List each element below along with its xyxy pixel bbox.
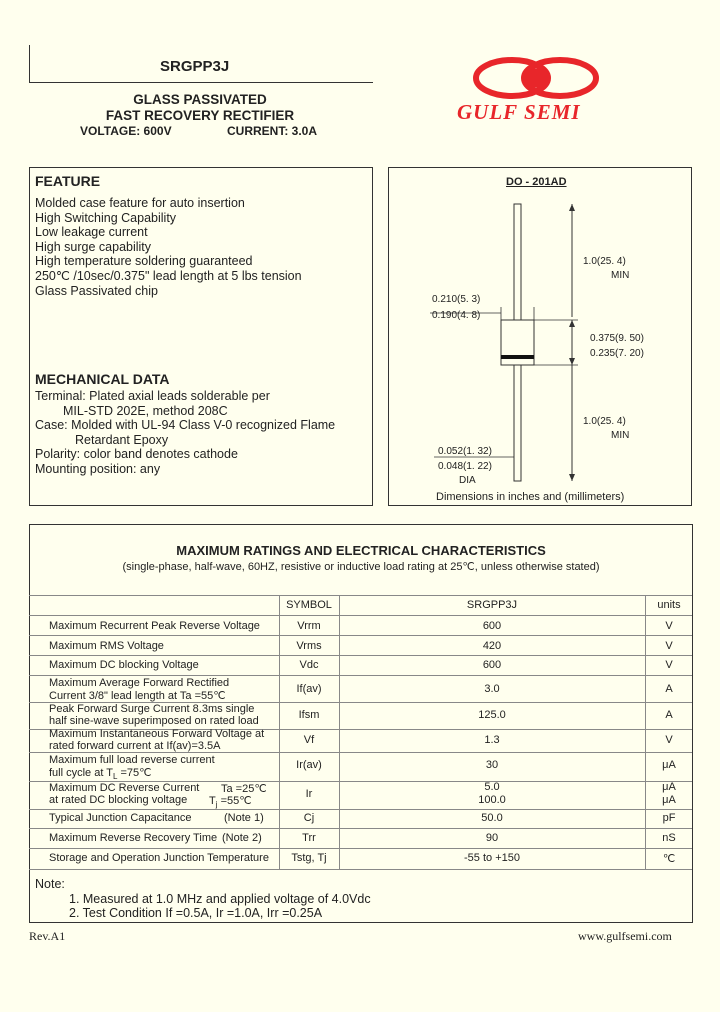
param-label: Maximum DC blocking Voltage (49, 659, 199, 671)
table-rule (29, 675, 692, 676)
symbol-cell: Vf (303, 734, 315, 746)
unit-cell: A (665, 683, 673, 695)
param-subscript: j (215, 800, 218, 810)
value-cell: 90 (485, 832, 499, 844)
unit-cell: V (665, 659, 673, 671)
unit-cell: μA (662, 759, 676, 771)
unit-cell: μA (662, 794, 676, 806)
lead-diameter-label: DIA (459, 475, 476, 486)
symbol-cell: Ifsm (298, 709, 320, 721)
value-cell: -55 to +150 (464, 852, 520, 864)
body-length-max: 0.375(9. 50) (590, 333, 644, 344)
value-cell: 100.0 (478, 794, 506, 806)
value-cell: 1.3 (484, 734, 500, 746)
diode-outline-drawing (388, 167, 692, 506)
table-column-rule (279, 595, 280, 869)
param-label: Maximum Reverse Recovery Time (49, 832, 218, 844)
ratings-title: MAXIMUM RATINGS AND ELECTRICAL CHARACTERISTICS (176, 543, 546, 558)
list-item: High surge capability (35, 239, 152, 254)
param-text: T (209, 795, 216, 807)
param-text: full cycle at T (49, 767, 113, 779)
unit-cell: pF (662, 812, 676, 824)
list-item: Retardant Epoxy (75, 432, 169, 447)
body-diameter-max: 0.210(5. 3) (432, 294, 481, 305)
symbol-cell: Vrms (296, 640, 322, 652)
column-header-units: units (657, 599, 681, 611)
table-rule (29, 752, 692, 753)
param-condition: (Note 1) (224, 812, 264, 824)
symbol-cell: Trr (302, 832, 316, 844)
param-label: Maximum DC Reverse Current (49, 782, 200, 794)
part-number: SRGPP3J (160, 58, 230, 75)
table-rule (29, 635, 692, 636)
table-rule (29, 848, 692, 849)
body-diameter-min: 0.190(4. 8) (432, 310, 481, 321)
list-item: MIL-STD 202E, method 208C (63, 403, 228, 418)
unit-cell: V (665, 640, 673, 652)
logo-text: GULF SEMI (457, 100, 581, 124)
unit-cell: V (665, 734, 673, 746)
lead-length-top-min: MIN (611, 270, 630, 281)
table-column-rule (645, 595, 646, 869)
feature-heading: FEATURE (35, 173, 101, 189)
website-url: www.gulfsemi.com (578, 929, 672, 943)
param-condition: (Note 2) (222, 832, 262, 844)
symbol-cell: Tstg, Tj (291, 852, 327, 864)
symbol-cell: Ir (305, 788, 313, 800)
list-item: Mounting position: any (35, 461, 161, 476)
list-item: Case: Molded with UL-94 Class V-0 recognized Flame (35, 418, 336, 433)
list-item: High temperature soldering guaranteed (35, 254, 253, 269)
list-item: Glass Passivated chip (35, 283, 158, 298)
param-label: half sine-wave superimposed on rated load (49, 715, 259, 727)
lead-length-bottom-min: MIN (611, 430, 630, 441)
symbol-cell: Cj (303, 812, 315, 824)
header-left-rule (29, 45, 30, 82)
param-text: =75℃ (117, 767, 152, 779)
title-line-2: FAST RECOVERY RECTIFIER (105, 108, 295, 123)
voltage-rating: VOLTAGE: 600V (80, 124, 172, 138)
lead-diameter-max: 0.052(1. 32) (438, 446, 492, 457)
table-rule (29, 809, 692, 810)
list-item: Low leakage current (35, 225, 148, 240)
notes-heading: Note: (35, 877, 65, 891)
gulf-semi-logo-icon (466, 55, 606, 101)
mechanical-list (35, 389, 335, 477)
param-label: Maximum Average Forward Rectified (49, 677, 230, 689)
list-item: Polarity: color band denotes cathode (35, 447, 238, 462)
param-label: Maximum Recurrent Peak Reverse Voltage (49, 620, 260, 632)
param-label (49, 766, 152, 781)
ratings-subtitle: (single-phase, half-wave, 60HZ, resistive or inductive load rating at 25℃, unless otherwise stated) (122, 561, 600, 573)
feature-list (35, 196, 302, 298)
table-rule (29, 655, 692, 656)
list-item: Terminal: Plated axial leads solderable per (35, 389, 270, 403)
lead-diameter-min: 0.048(1. 22) (438, 461, 492, 472)
revision: Rev.A1 (29, 929, 66, 943)
table-rule (29, 615, 692, 616)
value-cell: 600 (482, 659, 502, 671)
body-length-min: 0.235(7. 20) (590, 348, 644, 359)
value-cell: 125.0 (478, 709, 506, 721)
unit-cell: V (665, 620, 673, 632)
table-rule (29, 595, 692, 596)
param-label: Maximum RMS Voltage (49, 640, 164, 652)
current-rating: CURRENT: 3.0A (227, 124, 318, 138)
param-subscript: L (113, 772, 118, 782)
package-name: DO - 201AD (506, 176, 567, 188)
lead-length-top: 1.0(25. 4) (583, 256, 626, 267)
symbol-cell: Ir(av) (296, 759, 322, 771)
value-cell: 3.0 (484, 683, 500, 695)
list-item: High Switching Capability (35, 210, 177, 225)
param-text: =55℃ (217, 795, 252, 807)
column-header-part: SRGPP3J (466, 599, 518, 611)
table-rule (29, 828, 692, 829)
unit-cell: μA (662, 781, 676, 793)
symbol-cell: If(av) (296, 683, 322, 695)
table-rule (29, 869, 692, 870)
dimensions-caption: Dimensions in inches and (millimeters) (436, 491, 625, 503)
param-condition: Ta =25℃ (221, 783, 267, 795)
param-label: Current 3/8" lead length at Ta =55℃ (49, 690, 226, 702)
unit-cell: A (665, 709, 673, 721)
value-cell: 50.0 (481, 812, 503, 824)
param-label: rated forward current at If(av)=3.5A (49, 740, 221, 752)
note-item: 1. Measured at 1.0 MHz and applied voltage of 4.0Vdc (69, 892, 371, 906)
param-condition (209, 794, 252, 809)
value-cell: 600 (482, 620, 502, 632)
lead-length-bottom: 1.0(25. 4) (583, 416, 626, 427)
value-cell: 5.0 (484, 781, 500, 793)
symbol-cell: Vdc (299, 659, 319, 671)
value-cell: 30 (485, 759, 499, 771)
value-cell: 420 (482, 640, 502, 652)
list-item: Molded case feature for auto insertion (35, 196, 245, 210)
list-item: 250℃ /10sec/0.375" lead length at 5 lbs tension (35, 268, 302, 283)
param-label: Peak Forward Surge Current 8.3ms single (49, 703, 255, 715)
title-line-1: GLASS PASSIVATED (133, 92, 267, 107)
mechanical-heading: MECHANICAL DATA (35, 371, 170, 387)
param-label: Maximum full load reverse current (49, 754, 215, 766)
symbol-cell: Vrrm (297, 620, 321, 632)
column-header-symbol: SYMBOL (286, 599, 332, 611)
param-label: Storage and Operation Junction Temperature (49, 852, 269, 864)
note-item: 2. Test Condition If =0.5A, Ir =1.0A, Irr =0.25A (69, 906, 323, 920)
unit-cell: nS (662, 832, 676, 844)
param-label: at rated DC blocking voltage (49, 794, 188, 806)
header-divider (29, 82, 373, 83)
param-label: Maximum Instantaneous Forward Voltage at (49, 728, 265, 740)
unit-cell: ℃ (662, 853, 676, 865)
table-column-rule (339, 595, 340, 869)
param-label: Typical Junction Capacitance (49, 812, 192, 824)
